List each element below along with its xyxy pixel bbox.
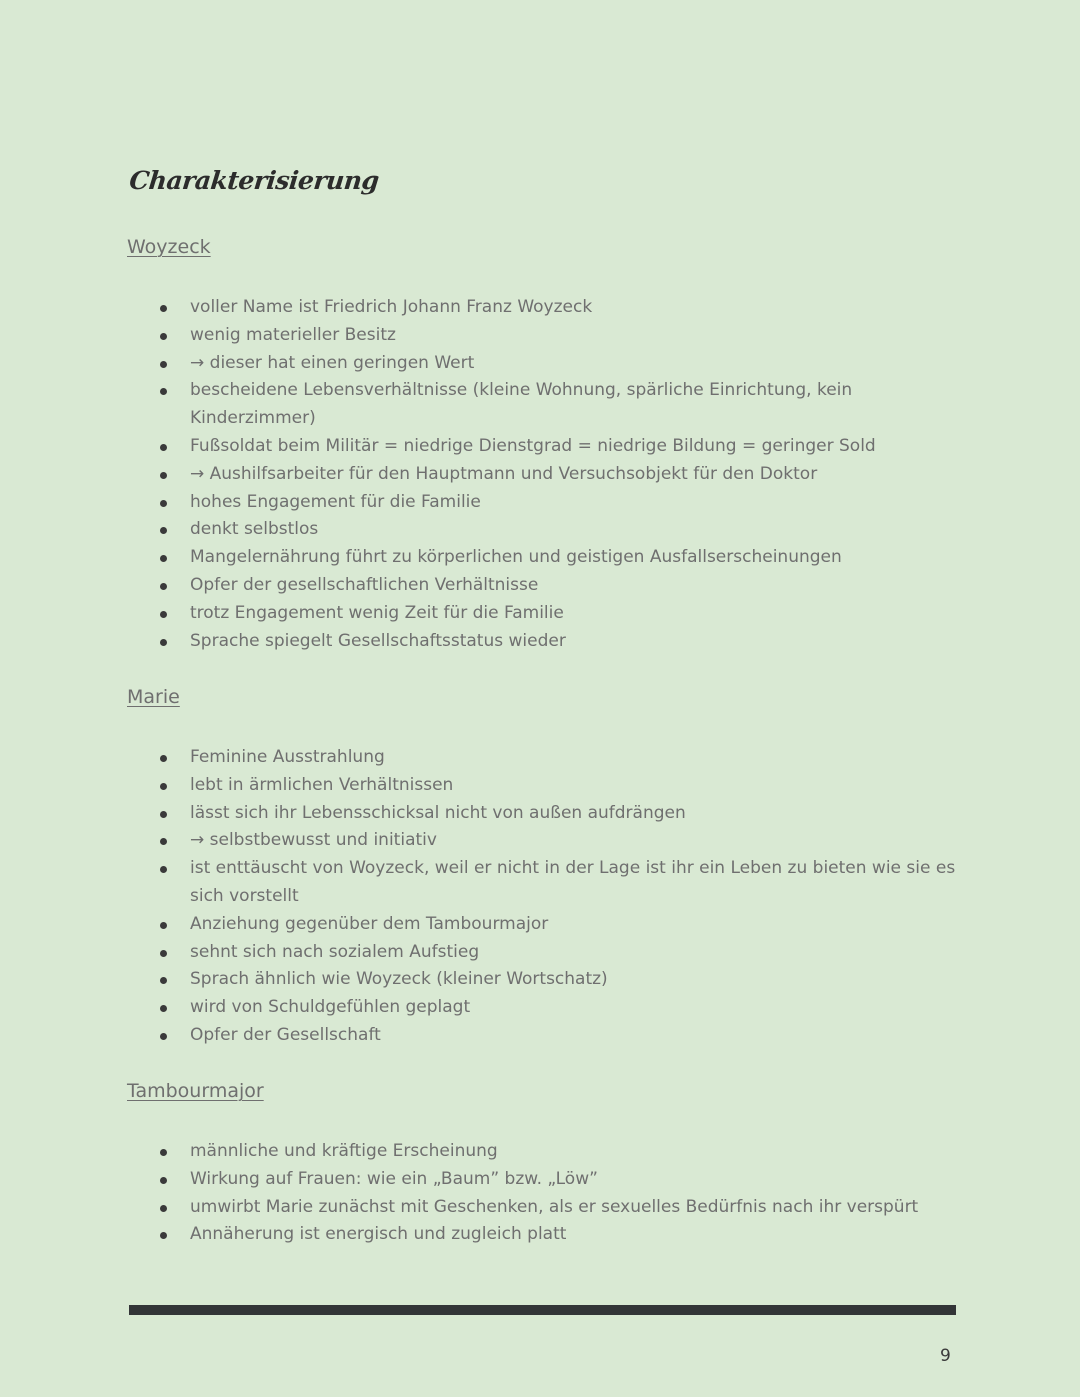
bullet-icon — [160, 500, 167, 507]
bullet-icon — [160, 977, 167, 984]
list-item: → dieser hat einen geringen Wert — [0, 350, 1080, 378]
bullet-icon — [160, 1232, 167, 1239]
list-item: voller Name ist Friedrich Johann Franz Woyzeck — [0, 294, 1080, 322]
list-item: Sprache spiegelt Gesellschaftsstatus wieder — [0, 628, 1080, 656]
list-item: lebt in ärmlichen Verhältnissen — [0, 772, 1080, 800]
list-item: trotz Engagement wenig Zeit für die Familie — [0, 600, 1080, 628]
page-title: Charakterisierung — [128, 166, 381, 195]
bullet-icon — [160, 361, 167, 368]
bullet-icon — [160, 527, 167, 534]
bullet-icon — [160, 922, 167, 929]
list-item: Annäherung ist energisch und zugleich platt — [0, 1221, 1080, 1249]
list-item: bescheidene Lebensverhältnisse (kleine Wohnung, spärliche Einrichtung, kein Kinderzimmer) — [0, 377, 1080, 433]
list-item: sehnt sich nach sozialem Aufstieg — [0, 939, 1080, 967]
bullet-icon — [160, 866, 167, 873]
bullet-icon — [160, 444, 167, 451]
list-item: wird von Schuldgefühlen geplagt — [0, 994, 1080, 1022]
bullet-icon — [160, 755, 167, 762]
page-number: 9 — [940, 1346, 951, 1366]
bullet-icon — [160, 950, 167, 957]
bullet-icon — [160, 1205, 167, 1212]
bullet-icon — [160, 555, 167, 562]
section-heading-marie: Marie — [127, 686, 180, 708]
bullet-icon — [160, 639, 167, 646]
list-item: Anziehung gegenüber dem Tambourmajor — [0, 911, 1080, 939]
list-item: Wirkung auf Frauen: wie ein „Baum” bzw. „Löw” — [0, 1166, 1080, 1194]
list-item: lässt sich ihr Lebensschicksal nicht von außen aufdrängen — [0, 800, 1080, 828]
list-item: Sprach ähnlich wie Woyzeck (kleiner Wortschatz) — [0, 966, 1080, 994]
list-item: denkt selbstlos — [0, 516, 1080, 544]
list-item: ist enttäuscht von Woyzeck, weil er nicht in der Lage ist ihr ein Leben zu bieten wie sie es sich vorstellt — [0, 855, 1080, 911]
bullet-icon — [160, 1177, 167, 1184]
section-heading-woyzeck: Woyzeck — [127, 236, 211, 258]
list-item: hohes Engagement für die Familie — [0, 489, 1080, 517]
list-item: Fußsoldat beim Militär = niedrige Dienstgrad = niedrige Bildung = geringer Sold — [0, 433, 1080, 461]
bullet-icon — [160, 811, 167, 818]
bullet-icon — [160, 333, 167, 340]
bullet-icon — [160, 1033, 167, 1040]
bullet-list-tambourmajor — [0, 1138, 1080, 1249]
list-item: Feminine Ausstrahlung — [0, 744, 1080, 772]
bullet-icon — [160, 1005, 167, 1012]
list-item: wenig materieller Besitz — [0, 322, 1080, 350]
list-item: umwirbt Marie zunächst mit Geschenken, als er sexuelles Bedürfnis nach ihr verspürt — [0, 1194, 1080, 1222]
list-item: → Aushilfsarbeiter für den Hauptmann und Versuchsobjekt für den Doktor — [0, 461, 1080, 489]
list-item: Mangelernährung führt zu körperlichen und geistigen Ausfallserscheinungen — [0, 544, 1080, 572]
bullet-icon — [160, 838, 167, 845]
list-item: → selbstbewusst und initiativ — [0, 827, 1080, 855]
bullet-icon — [160, 783, 167, 790]
bullet-icon — [160, 305, 167, 312]
section-heading-tambourmajor: Tambourmajor — [127, 1080, 264, 1102]
bullet-icon — [160, 583, 167, 590]
bullet-list-woyzeck — [0, 294, 1080, 655]
bullet-icon — [160, 388, 167, 395]
list-item: männliche und kräftige Erscheinung — [0, 1138, 1080, 1166]
list-item: Opfer der gesellschaftlichen Verhältnisse — [0, 572, 1080, 600]
bullet-icon — [160, 472, 167, 479]
bullet-list-marie — [0, 744, 1080, 1050]
bullet-icon — [160, 1149, 167, 1156]
footer-divider — [129, 1305, 956, 1315]
list-item: Opfer der Gesellschaft — [0, 1022, 1080, 1050]
bullet-icon — [160, 611, 167, 618]
